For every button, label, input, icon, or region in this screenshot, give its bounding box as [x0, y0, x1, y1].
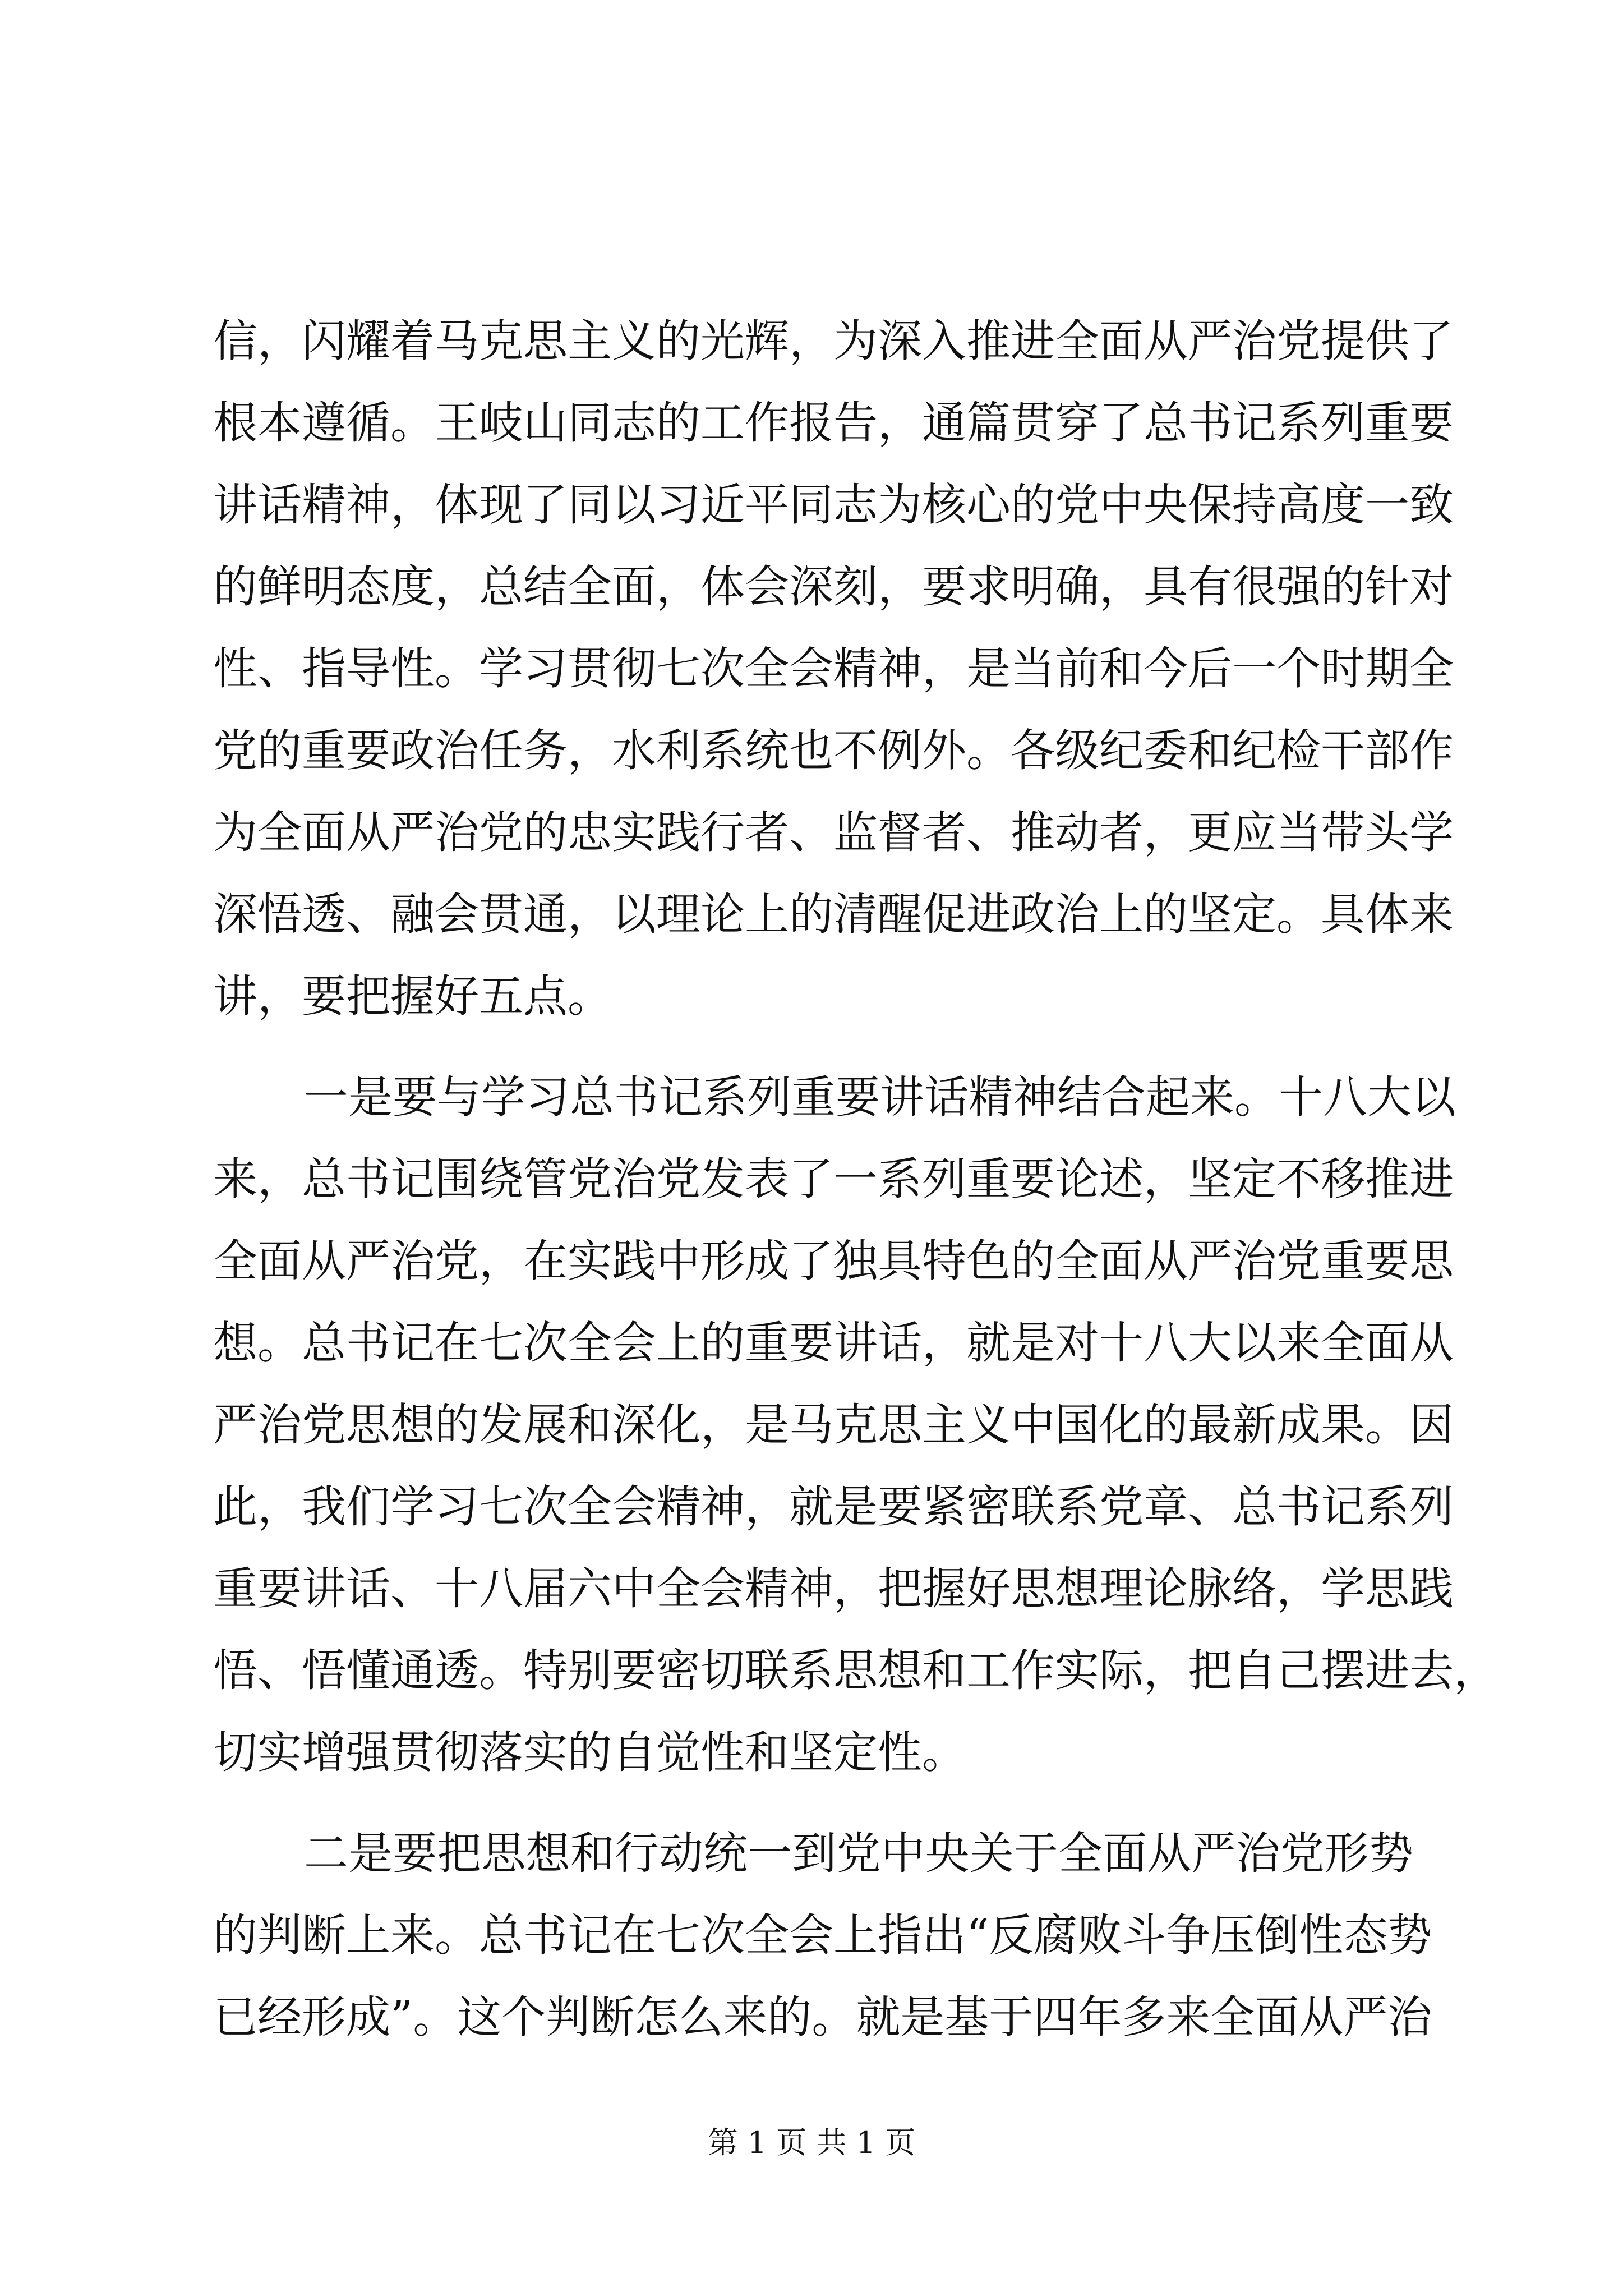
text-line: 深悟透、融会贯通，以理论上的清醒促进政治上的坚定。具体来 [213, 889, 1454, 940]
text-line: 的判断上来。总书记在七次全会上指出“反腐败斗争压倒性态势 [213, 1910, 1432, 1961]
text-line: 严治党思想的发展和深化，是马克思主义中国化的最新成果。因 [213, 1399, 1454, 1451]
text-line: 党的重要政治任务，水利系统也不例外。各级纪委和纪检干部作 [213, 725, 1454, 776]
text-line: 切实增强贯彻落实的自觉性和坚定性。 [213, 1727, 966, 1778]
paragraph-3 [213, 1812, 1432, 2058]
text-line: 一是要与学习总书记系列重要讲话精神结合起来。十八大以 [304, 1071, 1456, 1123]
page-footer: 第 1 页 共 1 页 [707, 2125, 916, 2160]
text-line: 来，总书记围绕管党治党发表了一系列重要论述，坚定不移推进 [213, 1153, 1454, 1205]
text-line: 的鲜明态度，总结全面，体会深刻，要求明确，具有很强的针对 [213, 561, 1454, 613]
text-line: 全面从严治党，在实践中形成了独具特色的全面从严治党重要思 [213, 1235, 1454, 1287]
text-line: 二是要把思想和行动统一到党中央关于全面从严治党形势 [304, 1828, 1413, 1879]
text-line: 为全面从严治党的忠实践行者、监督者、推动者，更应当带头学 [213, 807, 1454, 858]
text-line: 悟、悟懂通透。特别要密切联系思想和工作实际，把自己摆进去， [213, 1645, 1498, 1696]
paragraph-2 [213, 1056, 1498, 1793]
text-line: 根本遵循。王岐山同志的工作报告，通篇贯穿了总书记系列重要 [213, 397, 1454, 449]
document-body [213, 300, 1498, 2058]
text-line: 讲话精神，体现了同以习近平同志为核心的党中央保持高度一致 [213, 479, 1454, 531]
text-line: 信，闪耀着马克思主义的光辉，为深入推进全面从严治党提供了 [213, 315, 1454, 367]
paragraph-gap [213, 1793, 1413, 1812]
text-line: 重要讲话、十八届六中全会精神，把握好思想理论脉络，学思践 [213, 1563, 1454, 1614]
text-line: 已经形成”。这个判断怎么来的。就是基于四年多来全面从严治 [213, 1991, 1432, 2043]
paragraph-gap [213, 1037, 1413, 1056]
paragraph-1 [213, 300, 1454, 1037]
text-line: 想。总书记在七次全会上的重要讲话，就是对十八大以来全面从 [213, 1317, 1454, 1369]
text-line: 性、指导性。学习贯彻七次全会精神，是当前和今后一个时期全 [213, 643, 1454, 694]
text-line: 此，我们学习七次全会精神，就是要紧密联系党章、总书记系列 [213, 1481, 1454, 1533]
text-line: 讲，要把握好五点。 [213, 970, 612, 1022]
